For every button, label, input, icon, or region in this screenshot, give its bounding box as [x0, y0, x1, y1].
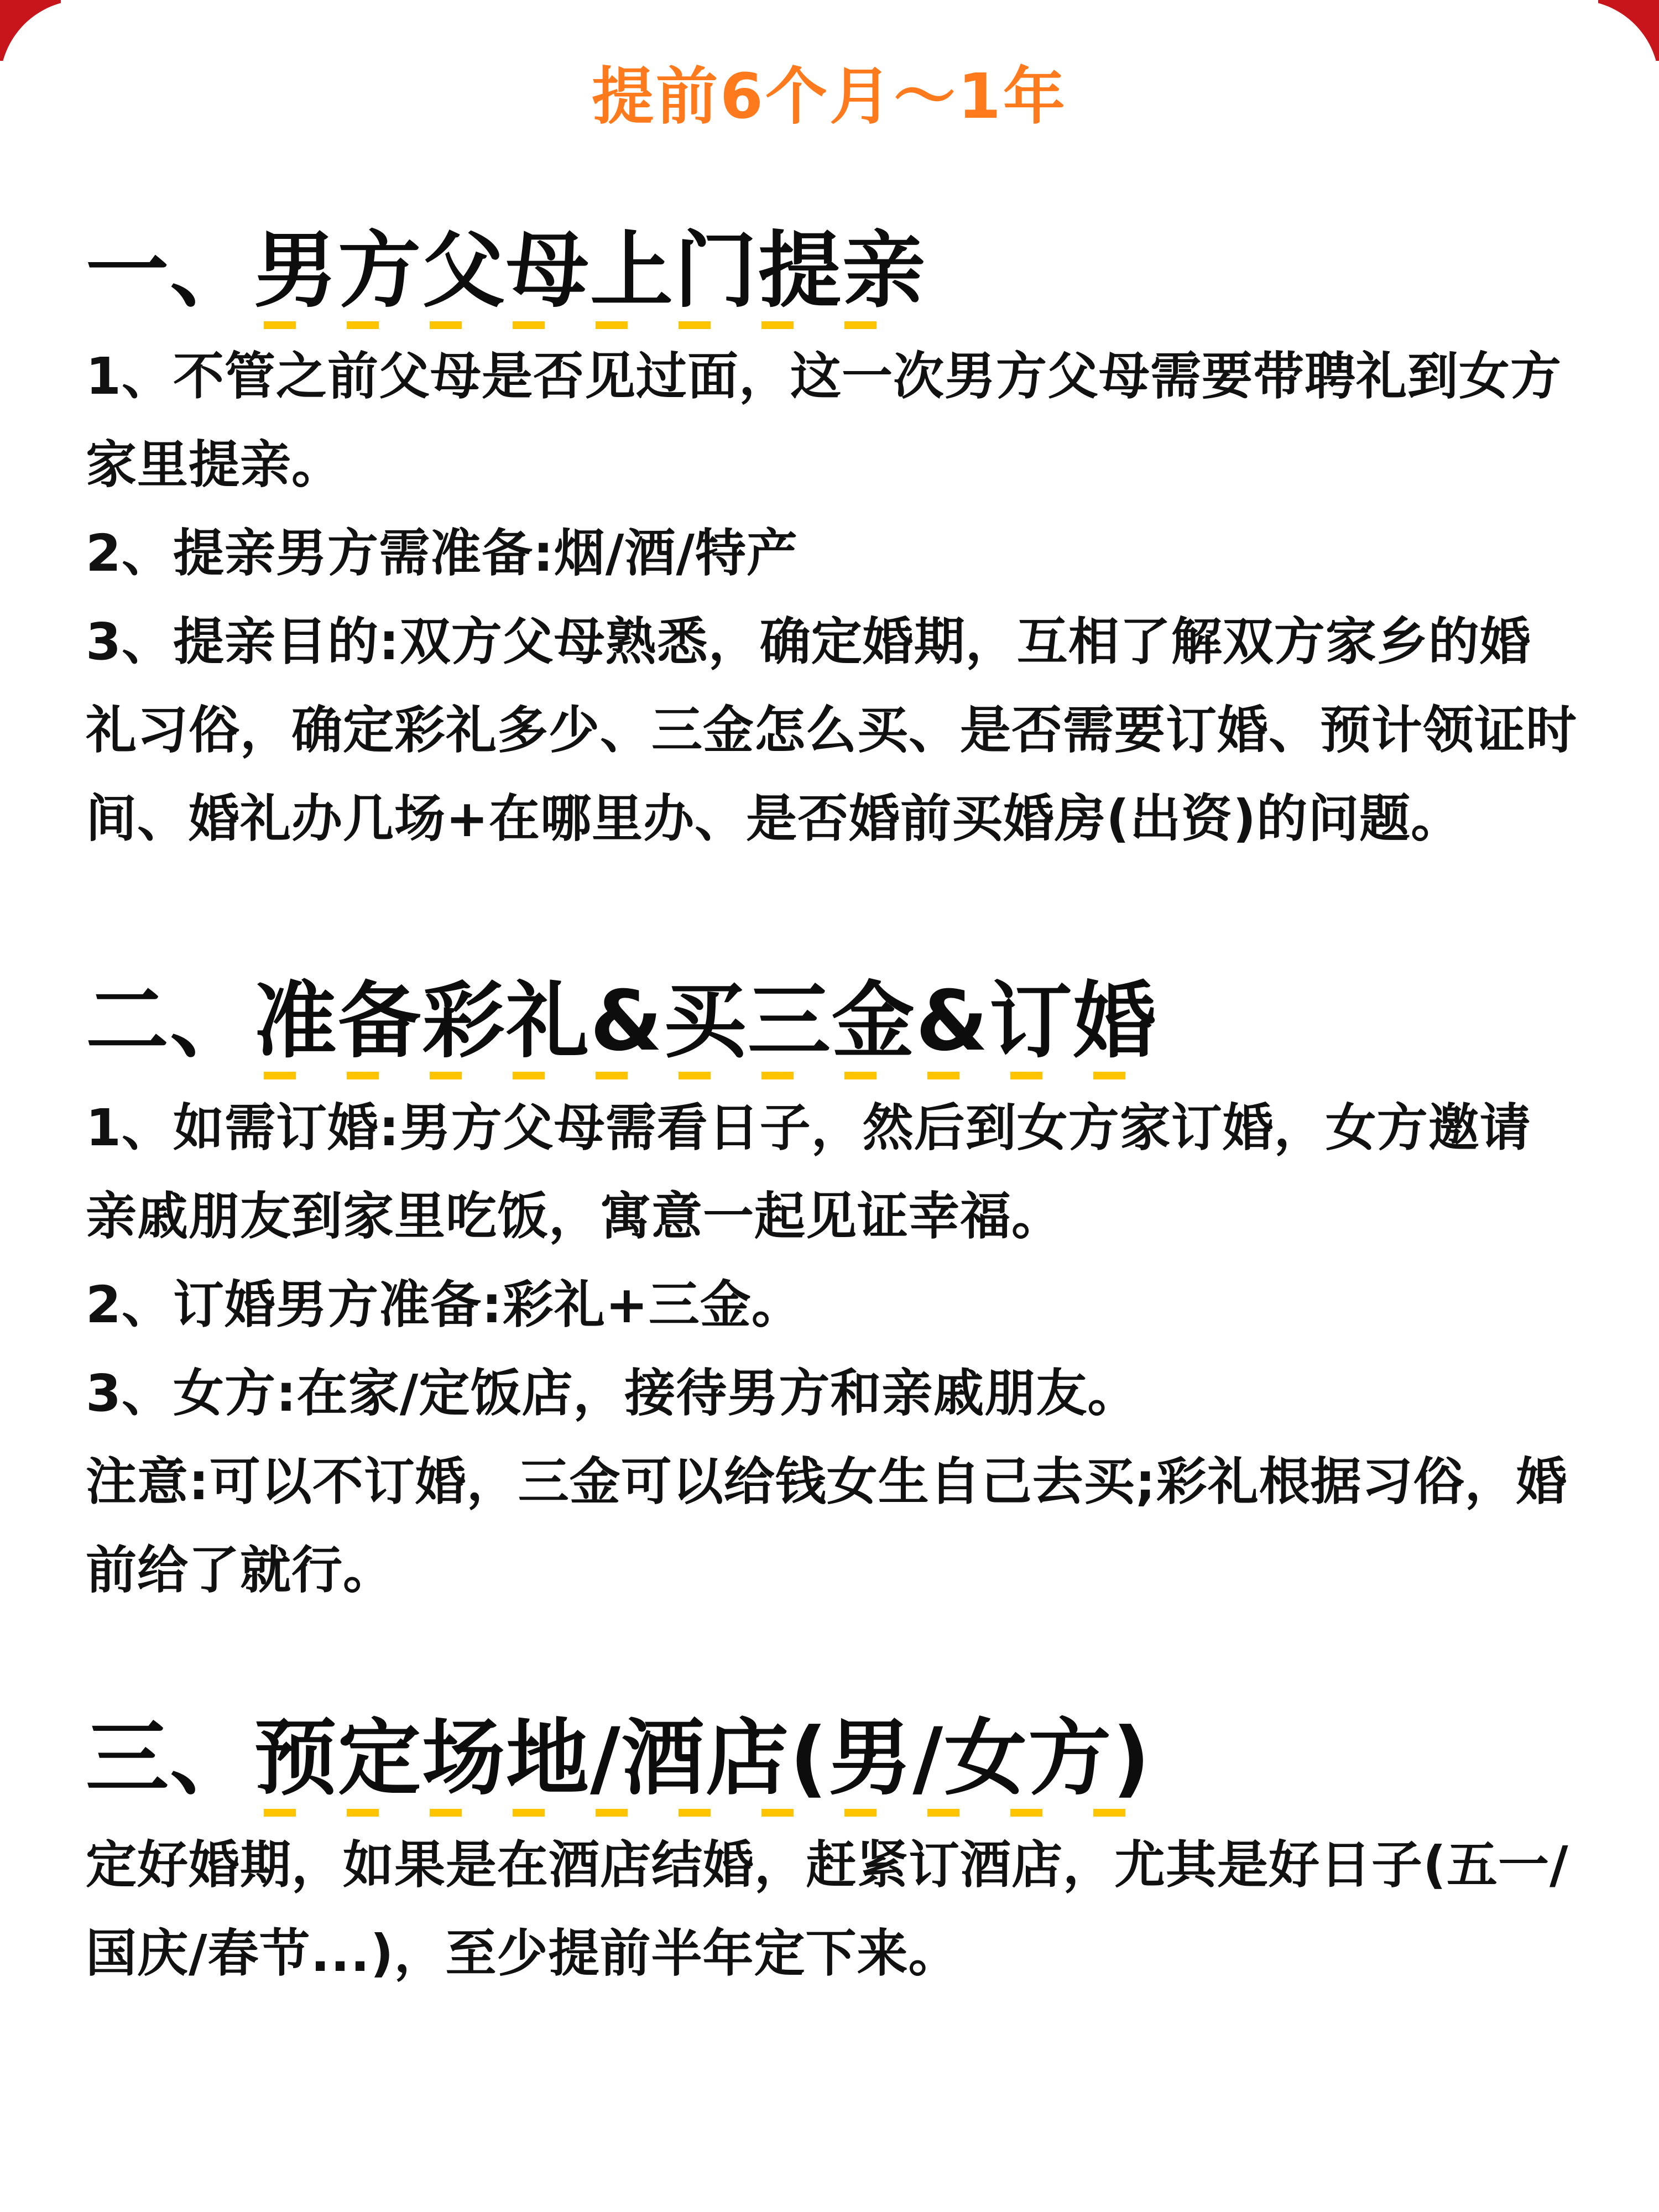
section-2 [86, 969, 1579, 1615]
paragraph: 2、提亲男方需准备:烟/酒/特产 [86, 524, 799, 583]
paragraph: 3、提亲目的:双方父母熟悉，确定婚期，互相了解双方家乡的婚礼习俗，确定彩礼多少、三金怎么买、是否需要订婚、预计领证时间、婚礼办几场+在哪里办、是否婚前买婚房(出资)的问题。 [86, 612, 1578, 848]
section-number: 三、 [86, 1710, 254, 1807]
paragraph: 2、订婚男方准备:彩礼+三金。 [86, 1275, 803, 1334]
section-heading-text: 预定场地/酒店(男/女方) [254, 1710, 1151, 1817]
paragraph: 定好婚期，如果是在酒店结婚，赶紧订酒店，尤其是好日子(五一/国庆/春节...)，至少提前半年定下来。 [86, 1835, 1569, 1983]
section-1 [86, 218, 1579, 863]
section-number: 二、 [86, 973, 254, 1070]
section-heading-text: 男方父母上门提亲 [254, 223, 926, 329]
section-heading-text: 准备彩礼&买三金&订婚 [254, 973, 1157, 1079]
section-3 [86, 1706, 1579, 1998]
section-heading [86, 969, 1579, 1079]
section-heading [86, 1706, 1579, 1817]
paragraph: 1、不管之前父母是否见过面，这一次男方父母需要带聘礼到女方家里提亲。 [86, 347, 1562, 494]
section-body [86, 332, 1579, 863]
section-body [86, 1821, 1579, 1998]
page-title: 提前6个月～1年 [592, 61, 1067, 133]
section-number: 一、 [86, 223, 254, 319]
section-heading [86, 218, 1579, 329]
section-body [86, 1084, 1579, 1615]
paragraph: 3、女方:在家/定饭店，接待男方和亲戚朋友。 [86, 1364, 1139, 1423]
paragraph: 注意:可以不订婚，三金可以给钱女生自己去买;彩礼根据习俗，婚前给了就行。 [86, 1452, 1568, 1600]
paragraph: 1、如需订婚:男方父母需看日子，然后到女方家订婚，女方邀请亲戚朋友到家里吃饭，寓意一起见证幸福。 [86, 1098, 1531, 1246]
